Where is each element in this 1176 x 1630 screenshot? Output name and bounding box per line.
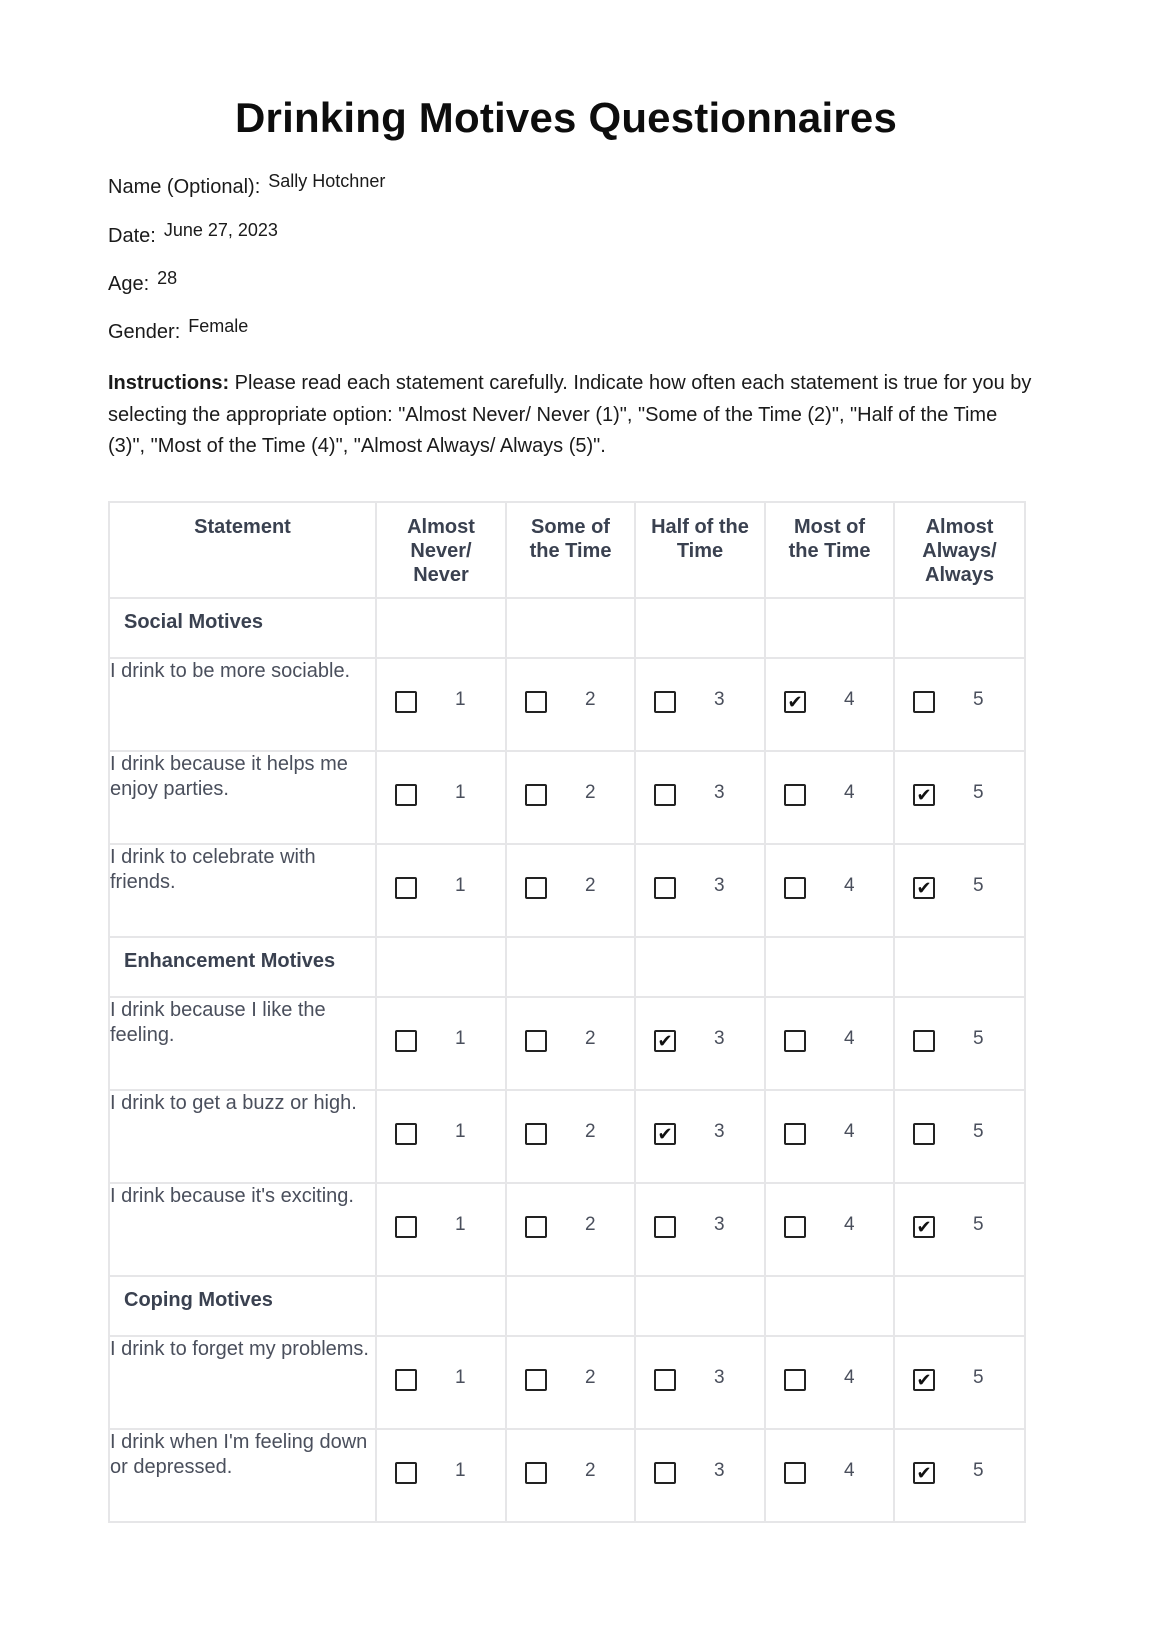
checkmark-icon: ✔: [657, 1124, 673, 1144]
checkbox-unchecked[interactable]: [395, 1216, 417, 1238]
header-most-of-the-time: [765, 502, 894, 598]
option-value: 5: [973, 1028, 984, 1049]
section-row-coping-motives: [109, 1276, 1025, 1336]
option-value: 5: [973, 1214, 984, 1235]
option-cell-1: [376, 1183, 506, 1276]
option-cell-1: [376, 997, 506, 1090]
checkmark-icon: ✔: [657, 1031, 673, 1051]
checkbox-unchecked[interactable]: [395, 1123, 417, 1145]
statement-text: I drink when I'm feeling down or depressed.: [109, 1429, 376, 1522]
table-header-row: [109, 502, 1025, 598]
section-empty-cell: [894, 1276, 1025, 1336]
option-value: 2: [585, 875, 596, 896]
section-empty-cell: [376, 598, 506, 658]
header-most-text: Most of the Time: [788, 516, 871, 562]
section-empty-cell: [765, 598, 894, 658]
checkbox-checked[interactable]: [654, 1030, 676, 1052]
statement-text: I drink because it's exciting.: [109, 1183, 376, 1276]
option-cell-4: [765, 997, 894, 1090]
table-row: [109, 997, 1025, 1090]
checkmark-icon: ✔: [916, 1217, 932, 1237]
option-cell-2: [506, 1090, 635, 1183]
questionnaire-table: [108, 501, 1026, 1523]
option-value: 3: [714, 1460, 725, 1481]
option-value: 1: [455, 1214, 466, 1235]
table-row: [109, 1336, 1025, 1429]
option-value: 5: [973, 782, 984, 803]
option-value: 3: [714, 1121, 725, 1142]
option-value: 5: [973, 1367, 984, 1388]
field-date-value[interactable]: June 27, 2023: [163, 220, 278, 240]
section-empty-cell: [765, 1276, 894, 1336]
table-row: [109, 1090, 1025, 1183]
section-empty-cell: [635, 598, 765, 658]
option-value: 5: [973, 1121, 984, 1142]
checkbox-unchecked[interactable]: [784, 1123, 806, 1145]
option-value: 1: [455, 875, 466, 896]
table-body: [109, 598, 1025, 1522]
checkbox-checked[interactable]: [913, 1216, 935, 1238]
option-value: 1: [455, 689, 466, 710]
option-value: 3: [714, 689, 725, 710]
section-row-social-motives: [109, 598, 1025, 658]
option-cell-2: [506, 1336, 635, 1429]
statement-text: I drink to get a buzz or high.: [109, 1090, 376, 1183]
option-cell-1: [376, 844, 506, 937]
checkbox-unchecked[interactable]: [395, 1462, 417, 1484]
field-age-value[interactable]: 28: [157, 268, 178, 288]
option-value: 3: [714, 1367, 725, 1388]
option-cell-5: [894, 1090, 1025, 1183]
checkmark-icon: ✔: [916, 1463, 932, 1483]
checkbox-unchecked[interactable]: [525, 691, 547, 713]
section-empty-cell: [376, 1276, 506, 1336]
checkbox-unchecked[interactable]: [395, 1030, 417, 1052]
section-title: Social Motives: [109, 598, 376, 658]
checkbox-unchecked[interactable]: [525, 1369, 547, 1391]
field-gender-value[interactable]: Female: [188, 316, 249, 336]
option-value: 1: [455, 1460, 466, 1481]
instructions-label: Instructions:: [108, 372, 230, 394]
option-value: 3: [714, 1028, 725, 1049]
option-cell-5: [894, 844, 1025, 937]
option-value: 2: [585, 1214, 596, 1235]
option-value: 4: [844, 1028, 855, 1049]
header-half-of-the-time: [635, 502, 765, 598]
checkmark-icon: ✔: [787, 692, 803, 712]
option-cell-2: [506, 658, 635, 751]
option-value: 4: [844, 1214, 855, 1235]
option-cell-3: [635, 1183, 765, 1276]
checkbox-unchecked[interactable]: [395, 691, 417, 713]
option-value: 4: [844, 782, 855, 803]
option-cell-5: [894, 1429, 1025, 1522]
field-name: [108, 171, 386, 199]
header-almost-always-text: Almost Always/ Always: [922, 516, 997, 586]
checkmark-icon: ✔: [916, 785, 932, 805]
option-value: 4: [844, 1121, 855, 1142]
statement-text: I drink to be more sociable.: [109, 658, 376, 751]
option-value: 2: [585, 1460, 596, 1481]
instructions: [108, 368, 1038, 463]
option-value: 2: [585, 1121, 596, 1142]
option-cell-4: [765, 658, 894, 751]
checkbox-unchecked[interactable]: [395, 877, 417, 899]
checkbox-unchecked[interactable]: [525, 877, 547, 899]
option-cell-4: [765, 1183, 894, 1276]
checkbox-unchecked[interactable]: [395, 1369, 417, 1391]
option-cell-3: [635, 751, 765, 844]
checkbox-checked[interactable]: [654, 1123, 676, 1145]
section-empty-cell: [765, 937, 894, 997]
statement-text: I drink because I like the feeling.: [109, 997, 376, 1090]
section-empty-cell: [635, 1276, 765, 1336]
checkbox-unchecked[interactable]: [654, 877, 676, 899]
option-value: 1: [455, 1121, 466, 1142]
checkbox-unchecked[interactable]: [654, 1369, 676, 1391]
header-almost-never-text: Almost Never/ Never: [407, 516, 475, 586]
checkmark-icon: ✔: [916, 878, 932, 898]
table-row: [109, 844, 1025, 937]
checkbox-unchecked[interactable]: [784, 784, 806, 806]
option-value: 3: [714, 1214, 725, 1235]
section-empty-cell: [506, 937, 635, 997]
option-value: 1: [455, 782, 466, 803]
option-cell-3: [635, 844, 765, 937]
table-row: [109, 751, 1025, 844]
option-cell-4: [765, 844, 894, 937]
option-cell-5: [894, 997, 1025, 1090]
option-cell-3: [635, 1090, 765, 1183]
option-value: 2: [585, 1367, 596, 1388]
checkbox-unchecked[interactable]: [525, 1123, 547, 1145]
section-empty-cell: [894, 598, 1025, 658]
table-row: [109, 1429, 1025, 1522]
statement-text: I drink to celebrate with friends.: [109, 844, 376, 937]
table-row: [109, 1183, 1025, 1276]
section-empty-cell: [506, 598, 635, 658]
option-value: 3: [714, 782, 725, 803]
option-value: 4: [844, 689, 855, 710]
statement-text: I drink because it helps me enjoy parties.: [109, 751, 376, 844]
option-cell-5: [894, 658, 1025, 751]
checkbox-unchecked[interactable]: [913, 691, 935, 713]
checkbox-unchecked[interactable]: [913, 1123, 935, 1145]
field-name-label: Name (Optional):: [108, 176, 261, 198]
checkbox-unchecked[interactable]: [784, 877, 806, 899]
checkbox-unchecked[interactable]: [784, 1030, 806, 1052]
header-almost-always: [894, 502, 1025, 598]
field-age: [108, 268, 178, 296]
option-cell-3: [635, 997, 765, 1090]
section-row-enhancement-motives: [109, 937, 1025, 997]
option-value: 5: [973, 875, 984, 896]
option-cell-2: [506, 997, 635, 1090]
checkbox-unchecked[interactable]: [913, 1030, 935, 1052]
option-cell-5: [894, 1183, 1025, 1276]
option-cell-1: [376, 1090, 506, 1183]
option-cell-2: [506, 1183, 635, 1276]
field-name-value[interactable]: Sally Hotchner: [268, 171, 386, 191]
option-cell-2: [506, 1429, 635, 1522]
checkbox-unchecked[interactable]: [525, 784, 547, 806]
checkbox-unchecked[interactable]: [654, 784, 676, 806]
option-cell-4: [765, 1429, 894, 1522]
option-value: 5: [973, 689, 984, 710]
checkbox-checked[interactable]: [913, 784, 935, 806]
checkbox-unchecked[interactable]: [395, 784, 417, 806]
statement-text: I drink to forget my problems.: [109, 1336, 376, 1429]
checkbox-checked[interactable]: [913, 877, 935, 899]
option-cell-4: [765, 751, 894, 844]
header-some-text: Some of the Time: [529, 516, 612, 562]
option-cell-1: [376, 658, 506, 751]
section-empty-cell: [506, 1276, 635, 1336]
option-cell-3: [635, 658, 765, 751]
checkbox-checked[interactable]: [784, 691, 806, 713]
checkbox-unchecked[interactable]: [784, 1369, 806, 1391]
header-some-of-the-time: [506, 502, 635, 598]
option-cell-1: [376, 1336, 506, 1429]
checkbox-checked[interactable]: [913, 1462, 935, 1484]
instructions-text: Please read each statement carefully. Indicate how often each statement is true for you by selecting the appropriate option: "Almost Never/ Never (1)", "Some of the Time (2)", "Half of the Time (3)", "Most of the Time (4)", "Almost Always/ Always (5)".: [108, 372, 1032, 457]
option-cell-5: [894, 751, 1025, 844]
checkbox-unchecked[interactable]: [525, 1462, 547, 1484]
section-empty-cell: [635, 937, 765, 997]
header-half-text: Half of the Time: [651, 516, 749, 562]
option-cell-1: [376, 751, 506, 844]
checkbox-unchecked[interactable]: [784, 1462, 806, 1484]
option-cell-2: [506, 751, 635, 844]
checkmark-icon: ✔: [916, 1370, 932, 1390]
option-cell-4: [765, 1090, 894, 1183]
checkbox-unchecked[interactable]: [784, 1216, 806, 1238]
header-statement: Statement: [109, 502, 376, 598]
option-cell-3: [635, 1336, 765, 1429]
checkbox-unchecked[interactable]: [525, 1216, 547, 1238]
field-age-label: Age:: [108, 273, 150, 295]
header-almost-never: [376, 502, 506, 598]
option-value: 2: [585, 1028, 596, 1049]
checkbox-unchecked[interactable]: [654, 691, 676, 713]
option-cell-3: [635, 1429, 765, 1522]
option-value: 4: [844, 1367, 855, 1388]
section-title: Enhancement Motives: [109, 937, 376, 997]
section-empty-cell: [376, 937, 506, 997]
option-value: 5: [973, 1460, 984, 1481]
option-value: 1: [455, 1028, 466, 1049]
option-value: 2: [585, 782, 596, 803]
option-cell-5: [894, 1336, 1025, 1429]
field-date-label: Date:: [108, 225, 156, 247]
option-cell-4: [765, 1336, 894, 1429]
page-title: Drinking Motives Questionnaires: [235, 94, 897, 141]
table-row: [109, 658, 1025, 751]
field-gender-label: Gender:: [108, 321, 181, 343]
option-value: 3: [714, 875, 725, 896]
option-value: 4: [844, 875, 855, 896]
checkbox-unchecked[interactable]: [525, 1030, 547, 1052]
checkbox-unchecked[interactable]: [654, 1216, 676, 1238]
option-value: 2: [585, 689, 596, 710]
section-empty-cell: [894, 937, 1025, 997]
checkbox-checked[interactable]: [913, 1369, 935, 1391]
section-title: Coping Motives: [109, 1276, 376, 1336]
checkbox-unchecked[interactable]: [654, 1462, 676, 1484]
field-gender: [108, 316, 249, 344]
field-date: [108, 220, 278, 248]
option-value: 1: [455, 1367, 466, 1388]
option-cell-1: [376, 1429, 506, 1522]
option-cell-2: [506, 844, 635, 937]
option-value: 4: [844, 1460, 855, 1481]
